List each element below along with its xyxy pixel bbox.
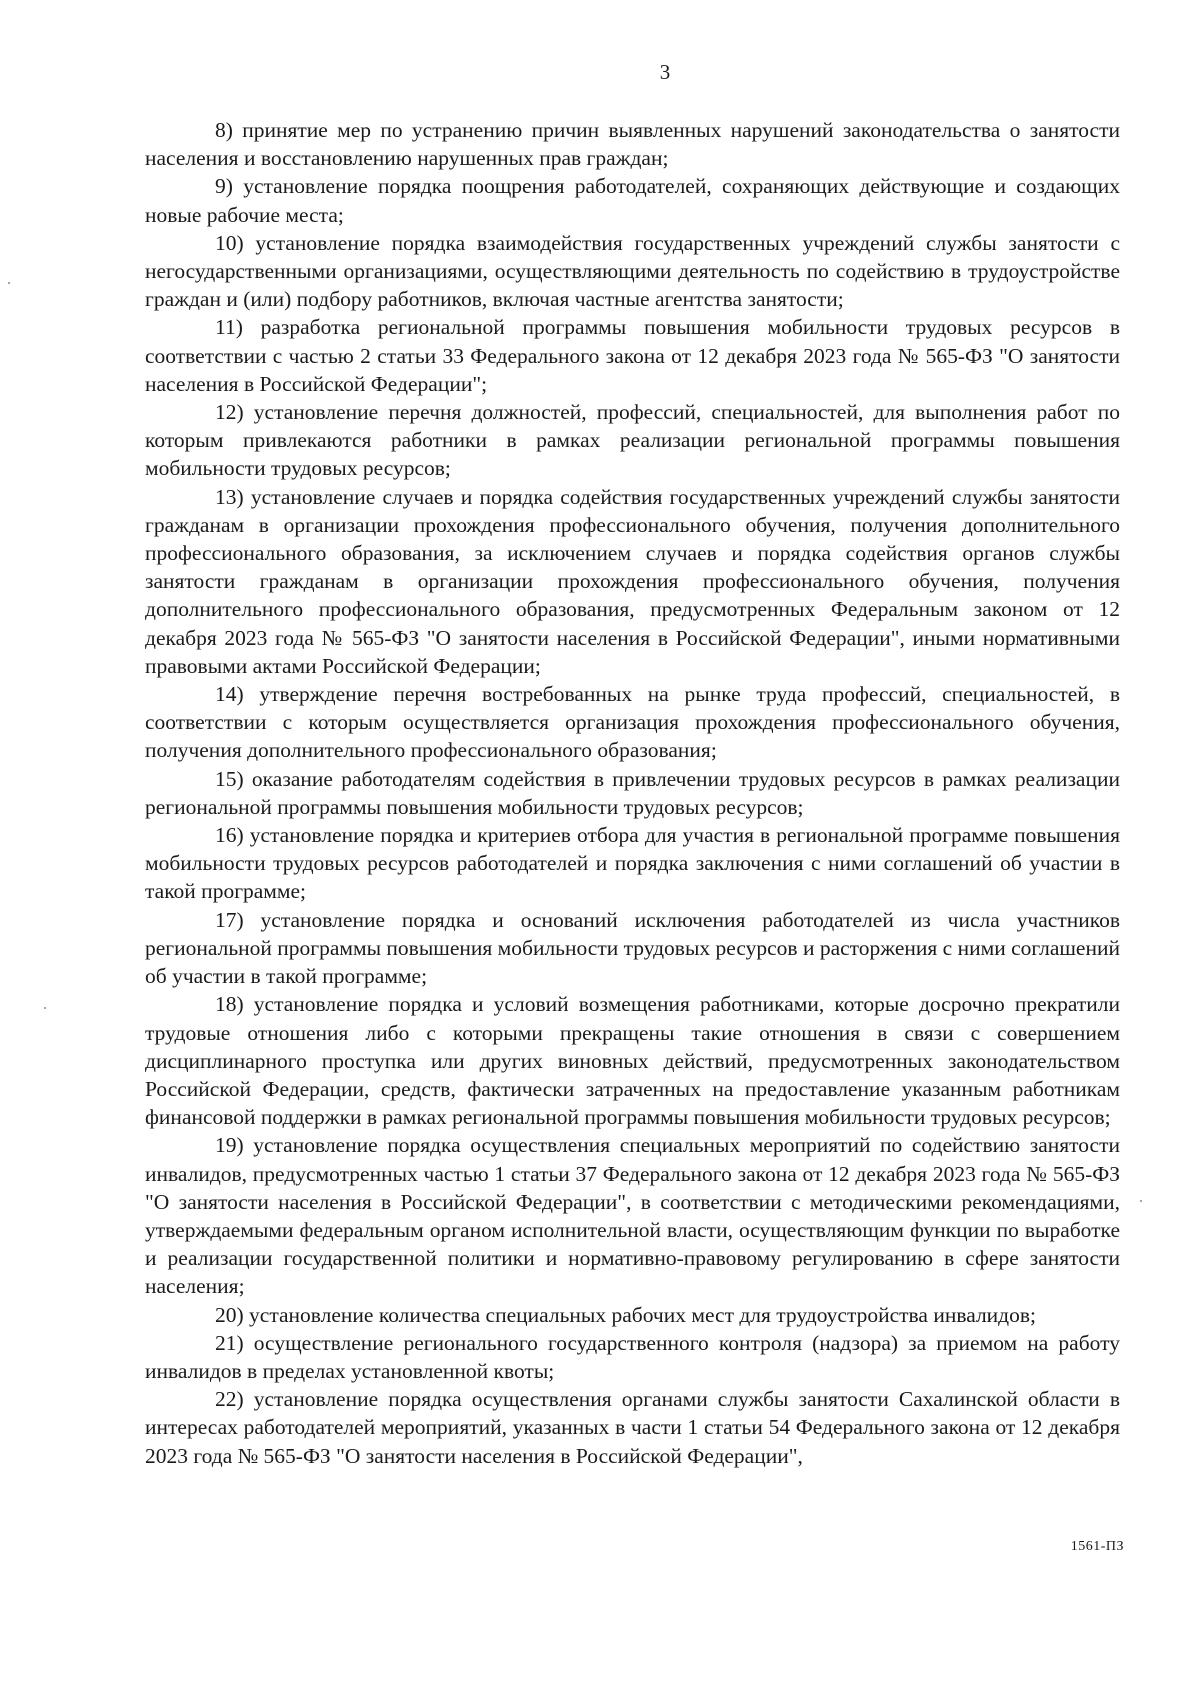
list-item-16: 16) установление порядка и критериев отбора для участия в региональной программе повышения мобильности трудовых ресурсов работодателей и порядка заключения с ними соглашений об участии в такой программе; (145, 823, 1120, 904)
list-item-15: 15) оказание работодателям содействия в привлечении трудовых ресурсов в рамках реализации региональной программы повышения мобильности трудовых ресурсов; (145, 766, 1120, 819)
list-item-12: 12) установление перечня должностей, профессий, специальностей, для выполнения работ по которым привлекаются работники в рамках реализации региональной программы повышения мобильности трудовых ресурсов; (145, 400, 1120, 481)
list-item-18: 18) установление порядка и условий возмещения работниками, которые досрочно прекратили трудовые отношения либо с которыми прекращены такие отношения в связи с совершением дисциплинарного проступка или других виновных действий, предусмотренных законодательством Российской Федерации, средств, фактически затраченных на предоставление указанным работникам финансовой поддержки в рамках региональной программы повышения мобильности трудовых ресурсов; (145, 992, 1120, 1130)
list-item-8: 8) принятие мер по устранению причин выявленных нарушений законодательства о занятости населения и восстановлению нарушенных прав граждан; (145, 118, 1120, 171)
scan-speck (1140, 1200, 1142, 1202)
page-number: 3 (659, 60, 671, 84)
list-item-17: 17) установление порядка и оснований исключения работодателей из числа участников региональной программы повышения мобильности трудовых ресурсов и расторжения с ними соглашений об участии в такой программе; (145, 907, 1120, 989)
scan-speck (8, 282, 10, 284)
list-item-20: 20) установление количества специальных рабочих мест для трудоустройства инвалидов; (215, 1302, 1036, 1327)
list-item-19: 19) установление порядка осуществления специальных мероприятий по содействию занятости инвалидов, предусмотренных частью 1 статьи 37 Федерального закона от 12 декабря 2023 года № 565-ФЗ "О занятости населения в Российской Федерации", в соответствии с методическими рекомендациями, утверждаемыми федеральным органом исполнительной власти, осуществляющим функции по выработке и реализации государственной политики и нормативно-правовому регулированию в сфере занятости населения; (145, 1133, 1120, 1299)
list-item-9: 9) установление порядка поощрения работодателей, сохраняющих действующие и создающих новые рабочие места; (145, 174, 1120, 227)
document-code: 1561-ПЗ (1070, 1539, 1124, 1554)
list-item-22: 22) установление порядка осуществления органами службы занятости Сахалинской области в интересах работодателей мероприятий, указанных в части 1 статьи 54 Федерального закона от 12 декабря 2023 года № 565-ФЗ "О занятости населения в Российской Федерации", (145, 1387, 1120, 1468)
list-item-10: 10) установление порядка взаимодействия государственных учреждений службы занятости с негосударственными организациями, осуществляющими деятельность по содействию в трудоустройстве граждан и (или) подбору работников, включая частные агентства занятости; (145, 230, 1120, 312)
list-item-11: 11) разработка региональной программы повышения мобильности трудовых ресурсов в соответствии с частью 2 статьи 33 Федерального закона от 12 декабря 2023 года № 565-ФЗ "О занятости населения в Российской Федерации"; (145, 315, 1120, 396)
list-item-14: 14) утверждение перечня востребованных на рынке труда профессий, специальностей, в соответствии с которым осуществляется организация прохождения профессионального обучения, получения дополнительного профессионального образования; (145, 682, 1120, 763)
list-item-21: 21) осуществление регионального государственного контроля (надзора) за приемом на работу инвалидов в пределах установленной квоты; (145, 1330, 1120, 1383)
scan-speck (44, 1007, 46, 1009)
list-item-13: 13) установление случаев и порядка содействия государственных учреждений службы занятости гражданам в организации прохождения профессионального обучения, получения дополнительного профессионального образования, за исключением случаев и порядка содействия органов службы занятости гражданам в организации прохождения профессионального обучения, получения дополнительного профессионального образования, предусмотренных Федеральным законом от 12 декабря 2023 года № 565-ФЗ "О занятости населения в Российской Федерации", иными нормативными правовыми актами Российской Федерации; (145, 484, 1120, 678)
document-body (145, 116, 1120, 1470)
